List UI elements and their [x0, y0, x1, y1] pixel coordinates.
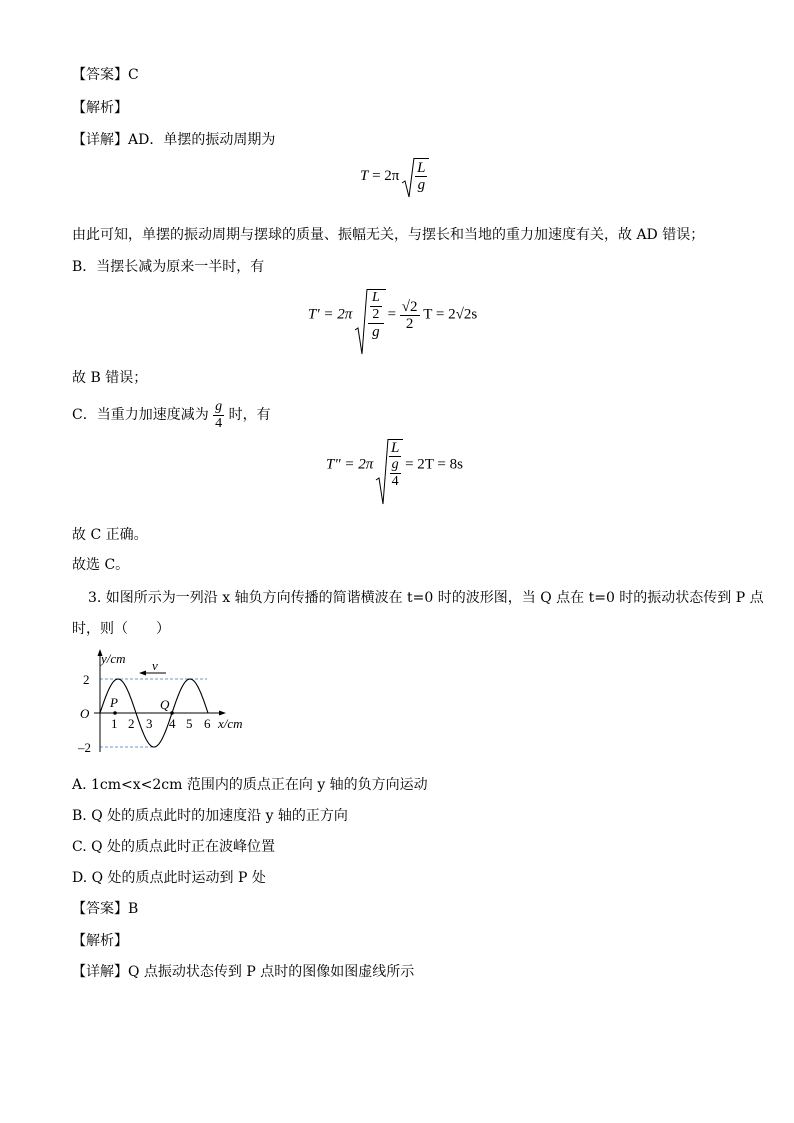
eq1-den: g [417, 177, 426, 193]
eq2-frac-num: √2 [401, 298, 418, 315]
x-tick-4: 4 [169, 716, 176, 731]
eq3-inner-num: g [391, 457, 399, 472]
x-axis-label: x/cm [218, 716, 243, 731]
equation-half-length [308, 290, 477, 340]
y-tick-2: 2 [83, 672, 90, 687]
point-q-label: Q [160, 697, 170, 712]
radical-sign [375, 438, 389, 508]
c-frac-den: 4 [215, 415, 223, 431]
option-b-analysis: B．当摆长减为原来一半时，有 [72, 259, 265, 275]
option-c: C. Q 处的质点此时正在波峰位置 [72, 839, 276, 855]
c-frac-num: g [215, 398, 223, 414]
velocity-arrowhead [139, 671, 146, 676]
eq1-lhs: T [360, 167, 369, 184]
x-tick-1: 1 [111, 716, 118, 731]
eq1-num: L [417, 160, 426, 176]
radical-sign [401, 157, 415, 201]
point-p-label: P [110, 695, 118, 710]
y-axis-label: y/cm [101, 651, 126, 666]
analysis-label-q3: 【解析】 [72, 933, 128, 949]
x-tick-3: 3 [146, 716, 153, 731]
x-tick-2: 2 [128, 716, 135, 731]
radical-sign [354, 288, 368, 358]
eq2-mid: = [387, 306, 397, 323]
equation-quarter-g [326, 440, 463, 490]
detail-line-q2: 【详解】AD．单摆的振动周期为 [72, 132, 276, 148]
eq3-tail: = 2T = 8s [405, 456, 463, 473]
option-d: D. Q 处的质点此时运动到 P 处 [72, 870, 266, 886]
option-c-pre: C．当重力加速度减为 [72, 407, 209, 423]
x-tick-5: 5 [186, 716, 193, 731]
eq3-inner-den: 4 [391, 474, 399, 489]
option-c-analysis [72, 398, 271, 432]
eq2-inner-den: 2 [372, 307, 380, 322]
eq2-lhs: T′ = 2π [308, 306, 353, 323]
velocity-label: v [152, 658, 158, 673]
wave-figure [72, 645, 262, 757]
detail-line-q3: 【详解】Q 点振动状态传到 P 点时的图像如图虚线所示 [72, 964, 415, 980]
choose-line-q2: 故选 C。 [72, 557, 130, 573]
eq2-frac-den: 2 [405, 315, 414, 332]
origin-label: O [80, 706, 90, 721]
option-c-right: 故 C 正确。 [72, 527, 148, 543]
eq3-lhs: T″ = 2π [326, 456, 374, 473]
y-tick-neg2: –2 [78, 740, 91, 755]
option-b: B. Q 处的质点此时的加速度沿 y 轴的正方向 [72, 808, 348, 824]
option-b-wrong: 故 B 错误； [72, 370, 148, 386]
option-a: A. 1cm<x<2cm 范围内的质点正在向 y 轴的负方向运动 [72, 777, 428, 793]
eq2-tail: T = 2√2s [423, 306, 478, 323]
q3-stem-line1: 3. 如图所示为一列沿 x 轴负方向传播的简谐横波在 t=0 时的波形图，当 Q 点在 t=0 时的振动状态传到 P 点 [88, 590, 764, 606]
answer-line-q3: 【答案】B [72, 901, 139, 917]
analysis-label-q2: 【解析】 [72, 100, 128, 116]
option-c-post: 时，有 [228, 407, 271, 423]
x-tick-6: 6 [204, 716, 211, 731]
point-p-dot [113, 711, 117, 715]
eq2-inner-num: L [372, 290, 380, 305]
x-axis-arrow [219, 711, 226, 716]
eq2-den: g [372, 324, 380, 340]
reason-line: 由此可知，单摆的振动周期与摆球的质量、振幅无关，与摆长和当地的重力加速度有关，故 AD 错误； [72, 227, 705, 243]
q3-stem-line2: 时，则（ ） [72, 621, 170, 637]
point-q-dot [170, 711, 174, 715]
eq1-coef: = 2π [372, 167, 400, 184]
equation-period [360, 160, 427, 193]
answer-line-q2: 【答案】C [72, 67, 139, 83]
eq3-num: L [390, 440, 400, 456]
